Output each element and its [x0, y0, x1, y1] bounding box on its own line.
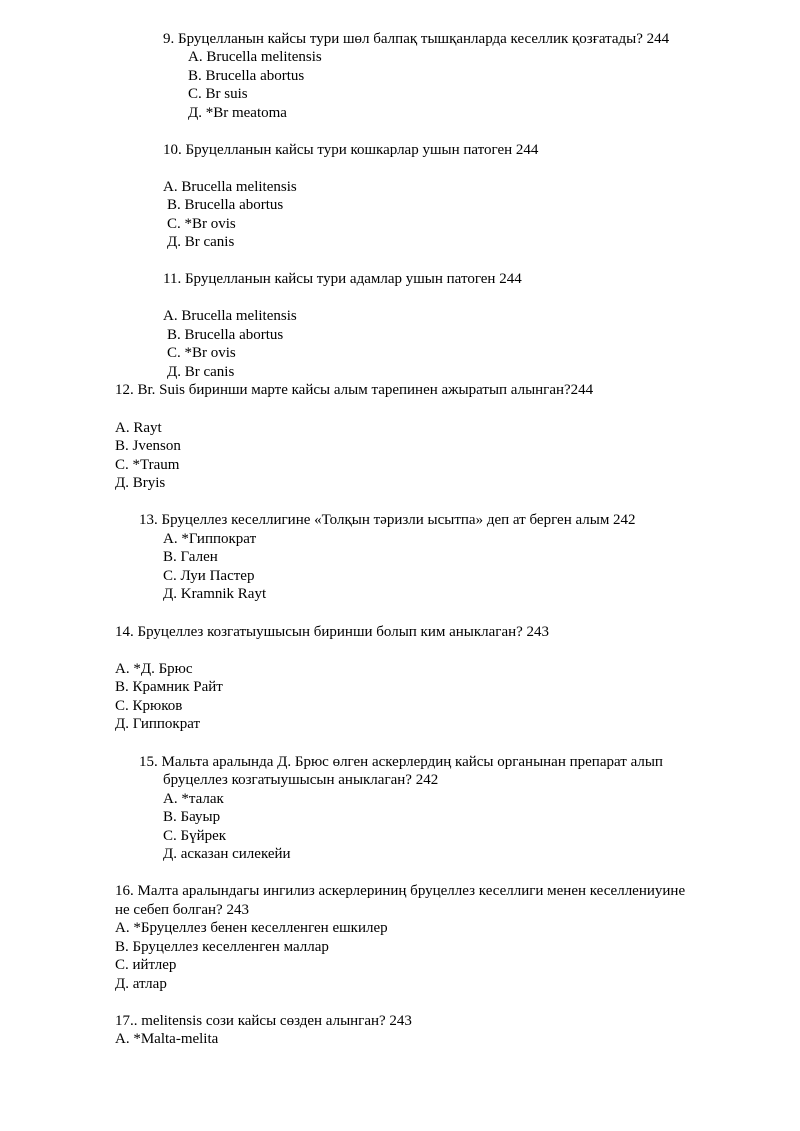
question-12: 12. Br. Suis биринши марте кайсы алым тарепинен ажыратып алынган?244	[115, 382, 594, 398]
question-16-continued: не себеп болган? 243	[115, 902, 249, 918]
question-9: 9. Бруцелланын кайсы тури шөл балпақ тышқанларда кеселлик қозғатады? 244	[163, 31, 670, 47]
option-a: A. Brucella melitensis	[163, 179, 297, 195]
option-b: B. Jvenson	[115, 438, 181, 454]
option-c: C. *Br ovis	[167, 345, 236, 361]
option-d: Д. асказан силекейи	[163, 846, 291, 862]
question-11: 11. Бруцелланын кайсы тури адамлар ушын патоген 244	[163, 271, 522, 287]
option-a: A. *Д. Брюс	[115, 661, 193, 677]
option-b: B. Brucella abortus	[167, 197, 284, 213]
question-10: 10. Бруцелланын кайсы тури кошкарлар ушын патоген 244	[163, 142, 539, 158]
option-c: C. *Br ovis	[167, 216, 236, 232]
option-d: Д. Bryis	[115, 475, 166, 491]
option-c: C. Br suis	[188, 86, 248, 102]
option-b: B. Brucella abortus	[188, 68, 305, 84]
option-d: Д. Br canis	[167, 234, 235, 250]
option-a: А. Brucella melitensis	[188, 49, 322, 65]
option-b: B. Бауыр	[163, 809, 221, 825]
option-a: A. *талак	[163, 791, 224, 807]
option-d: Д. *Br meatoma	[188, 105, 287, 121]
option-d: Д. атлар	[115, 976, 167, 992]
question-13: 13. Бруцеллез кеселлигине «Толқын тәризли ысытпа» деп ат берген алым 242	[139, 512, 636, 528]
option-d: Д. Гиппократ	[115, 716, 201, 732]
option-a: A. Brucella melitensis	[163, 308, 297, 324]
question-14: 14. Бруцеллез козгатыушысын биринши болып ким аныклаган? 243	[115, 624, 550, 640]
option-d: Д. Br canis	[167, 364, 235, 380]
option-d: Д. Kramnik Rayt	[163, 586, 267, 602]
option-a: A. *Гиппократ	[163, 531, 257, 547]
option-a: A. *Бруцеллез бенен кеселленген ешкилер	[115, 920, 388, 936]
option-b: B. Крамник Райт	[115, 679, 223, 695]
option-b: B. Brucella abortus	[167, 327, 284, 343]
question-15-continued: бруцеллез козгатыушысын аныклаган? 242	[163, 772, 439, 788]
question-17: 17.. melitensis сози кайсы сөзден алынган? 243	[115, 1013, 412, 1029]
option-a: A. Rayt	[115, 420, 162, 436]
option-c: C. Бүйрек	[163, 828, 227, 844]
question-15: 15. Мальта аралында Д. Брюс өлген аскерлердиң кайсы органынан препарат алып	[139, 754, 663, 770]
option-b: B. Гален	[163, 549, 218, 565]
option-c: C. Крюков	[115, 698, 183, 714]
question-16: 16. Малта аралындагы ингилиз аскерлериниң бруцеллез кеселлиги менен кеселлениуине	[115, 883, 686, 899]
option-a: A. *Malta-melita	[115, 1031, 219, 1047]
option-c: C. *Traum	[115, 457, 180, 473]
option-c: C. ийтлер	[115, 957, 177, 973]
option-c: C. Луи Пастер	[163, 568, 255, 584]
option-b: B. Бруцеллез кеселленген маллар	[115, 939, 329, 955]
